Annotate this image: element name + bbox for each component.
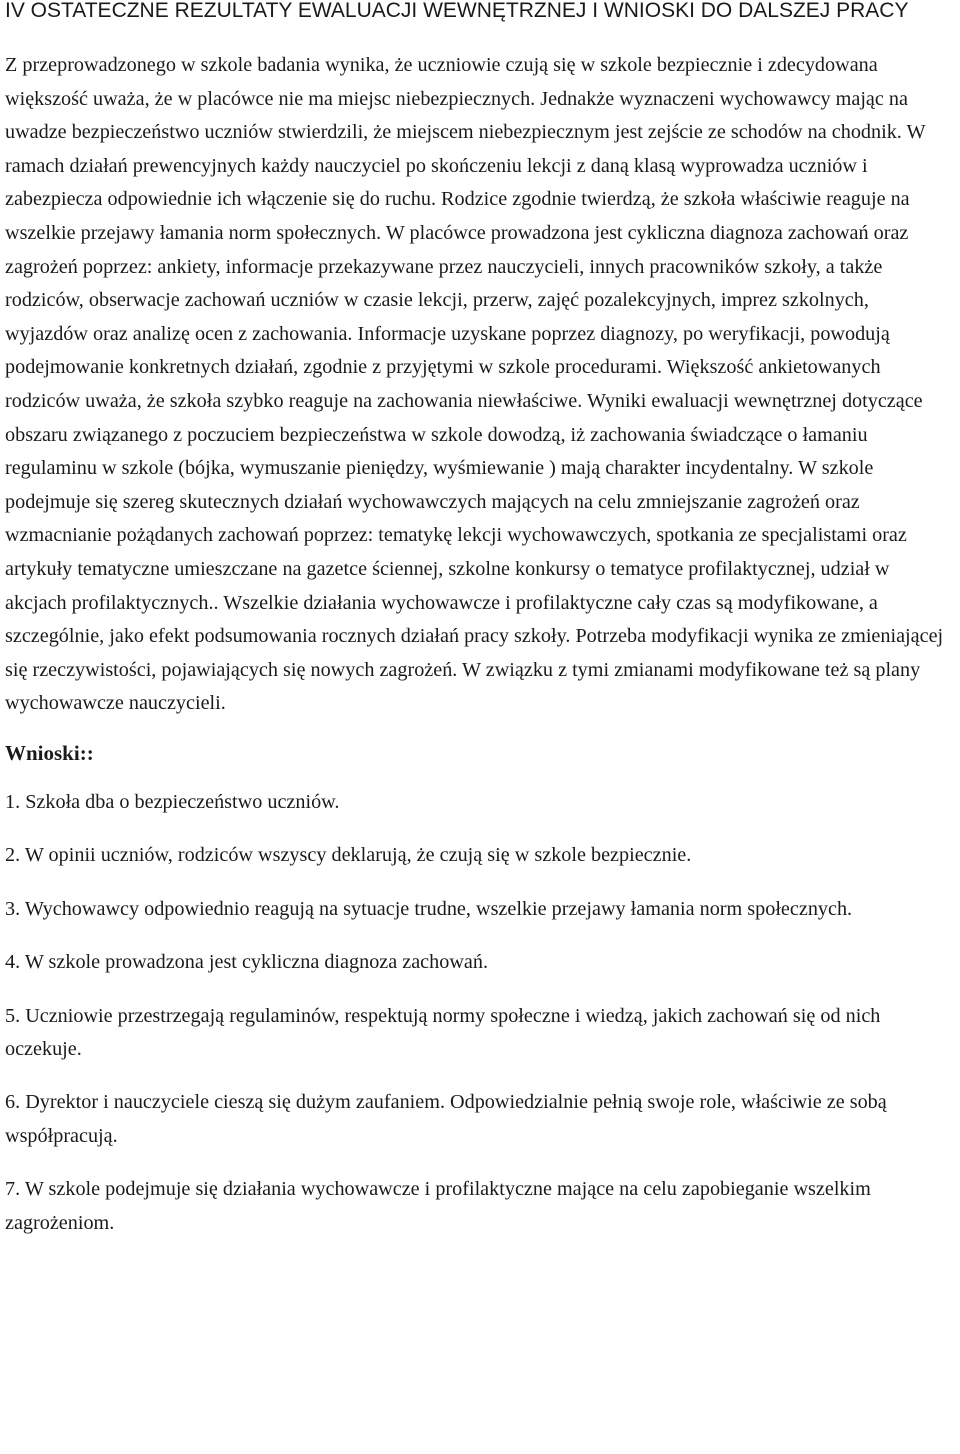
conclusions-heading: Wnioski:: [5,740,94,765]
conclusions-list [5,786,956,1240]
section-heading: IV OSTATECZNE REZULTATY EWALUACJI WEWNĘTRZNEJ I WNIOSKI DO DALSZEJ PRACY [5,0,909,22]
conclusion-item: 1. Szkoła dba o bezpieczeństwo uczniów. [5,790,340,813]
conclusion-item: 7. W szkole podejmuje się działania wychowawcze i profilaktyczne mające na celu zapobieganie wszelkim zagrożeniom. [5,1178,871,1234]
conclusion-item: 4. W szkole prowadzona jest cykliczna diagnoza zachowań. [5,951,489,974]
conclusion-item: 3. Wychowawcy odpowiednio reagują na sytuacje trudne, wszelkie przejawy łamania norm społecznych. [5,897,853,920]
conclusion-item: 5. Uczniowie przestrzegają regulaminów, respektują normy społeczne i wiedzą, jakich zachowań się od nich oczekuje. [5,1004,881,1060]
evaluation-summary-paragraph: Z przeprowadzonego w szkole badania wynika, że uczniowie czują się w szkole bezpiecznie i zdecydowana większość uważa, że w placówce nie ma miejsc niebezpiecznych. Jednakże wyznaczeni wychowawcy mając na uwadze bezpieczeństwo uczniów stwierdzili, że miejscem niebezpiecznym jest zejście ze schodów na chodnik. W ramach działań prewencyjnych każdy nauczyciel po skończeniu lekcji z daną klasą wyprowadza uczniów i zabezpiecza odpowiednie ich włączenie się do ruchu. Rodzice zgodnie twierdzą, że szkoła właściwie reaguje na wszelkie przejawy łamania norm społecznych. W placówce prowadzona jest cykliczna diagnoza zachowań oraz zagrożeń poprzez: ankiety, informacje przekazywane przez nauczycieli, innych pracowników szkoły, a także rodziców, obserwacje zachowań uczniów w czasie lekcji, przerw, zajęć pozalekcyjnych, imprez szkolnych, wyjazdów oraz analizę ocen z zachowania. Informacje uzyskane poprzez diagnozy, po weryfikacji, powodują podejmowanie konkretnych działań, zgodnie z przyjętymi w szkole procedurami. Większość ankietowanych rodziców uważa, że szkoła szybko reaguje na zachowania niewłaściwe. Wyniki ewaluacji wewnętrznej dotyczące obszaru związanego z poczuciem bezpieczeństwa w szkole dowodzą, iż zachowania świadczące o łamaniu regulaminu w szkole (bójka, wymuszanie pieniędzy, wyśmiewanie ) mają charakter incydentalny. W szkole podejmuje się szereg skutecznych działań wychowawczych mających na celu zmniejszanie zagrożeń oraz wzmacnianie pożądanych zachowań poprzez: tematykę lekcji wychowawczych, spotkania ze specjalistami oraz artykuły tematyczne umieszczane na gazetce ściennej, szkolne konkursy o tematyce profilaktycznej, udział w akcjach profilaktycznych.. Wszelkie działania wychowawcze i profilaktyczne cały czas są modyfikowane, a szczególnie, jako efekt podsumowania rocznych działań pracy szkoły. Potrzeba modyfikacji wynika ze zmieniającej się rzeczywistości, pojawiających się nowych zagrożeń. W związku z tymi zmianami modyfikowane też są plany wychowawcze nauczycieli. [5,54,944,715]
conclusion-item: 2. W opinii uczniów, rodziców wszyscy deklarują, że czują się w szkole bezpiecznie. [5,844,692,867]
conclusion-item: 6. Dyrektor i nauczyciele cieszą się dużym zaufaniem. Odpowiedzialnie pełnią swoje role, właściwie ze sobą współpracują. [5,1091,887,1147]
